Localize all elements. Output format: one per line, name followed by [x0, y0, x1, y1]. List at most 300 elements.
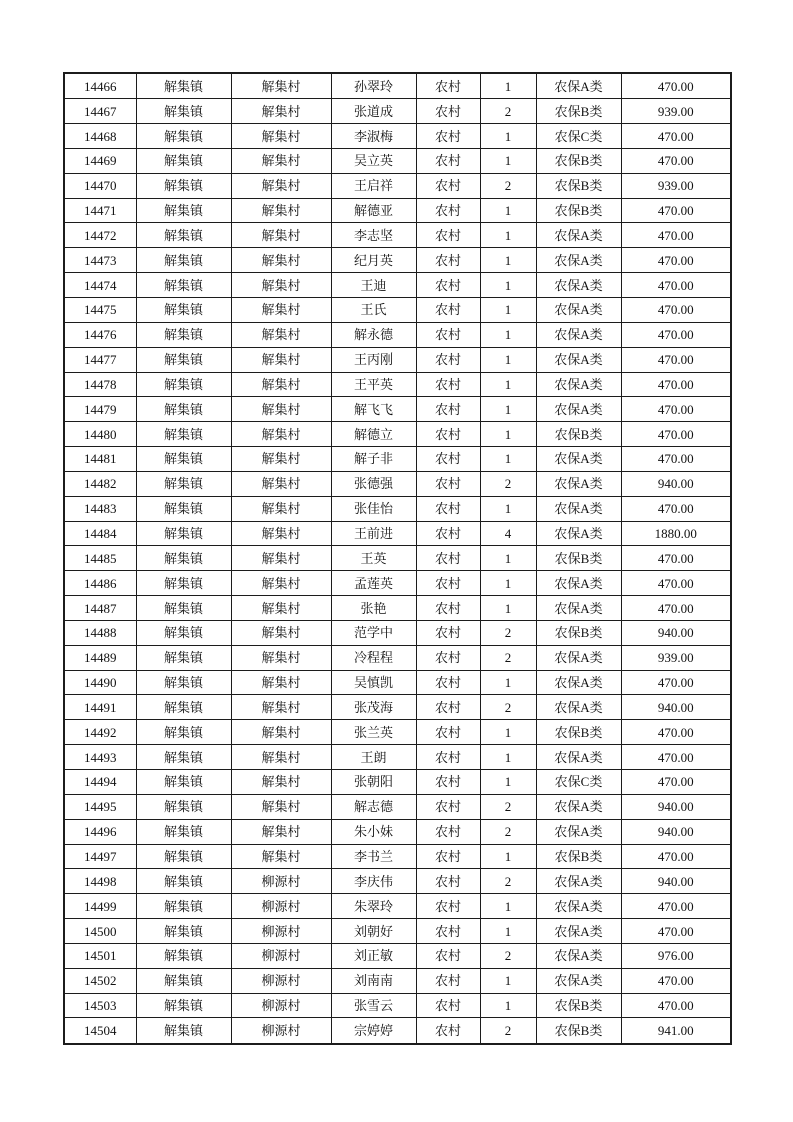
- cell-person-name: 张艳: [331, 596, 416, 621]
- cell-serial-number: 14502: [64, 968, 136, 993]
- cell-insurance-category: 农保A类: [536, 297, 621, 322]
- table-row: [64, 620, 731, 645]
- cell-household-type: 农村: [416, 198, 480, 223]
- cell-insurance-category: 农保A类: [536, 869, 621, 894]
- cell-household-type: 农村: [416, 372, 480, 397]
- cell-amount: 470.00: [621, 148, 731, 173]
- cell-town: 解集镇: [136, 471, 231, 496]
- cell-person-count: 2: [480, 99, 536, 124]
- cell-household-type: 农村: [416, 1018, 480, 1044]
- cell-insurance-category: 农保A类: [536, 596, 621, 621]
- cell-amount: 470.00: [621, 670, 731, 695]
- cell-insurance-category: 农保B类: [536, 844, 621, 869]
- cell-household-type: 农村: [416, 273, 480, 298]
- table-row: [64, 148, 731, 173]
- cell-person-name: 张朝阳: [331, 770, 416, 795]
- cell-person-name: 解子非: [331, 447, 416, 472]
- cell-town: 解集镇: [136, 273, 231, 298]
- cell-town: 解集镇: [136, 943, 231, 968]
- cell-person-name: 张佳怡: [331, 496, 416, 521]
- cell-insurance-category: 农保C类: [536, 770, 621, 795]
- table-row: [64, 496, 731, 521]
- cell-person-count: 2: [480, 620, 536, 645]
- cell-town: 解集镇: [136, 173, 231, 198]
- cell-insurance-category: 农保A类: [536, 571, 621, 596]
- cell-town: 解集镇: [136, 496, 231, 521]
- cell-town: 解集镇: [136, 447, 231, 472]
- cell-village: 柳源村: [231, 919, 331, 944]
- cell-amount: 940.00: [621, 695, 731, 720]
- cell-serial-number: 14500: [64, 919, 136, 944]
- cell-person-count: 1: [480, 919, 536, 944]
- table-row: [64, 968, 731, 993]
- cell-household-type: 农村: [416, 819, 480, 844]
- cell-serial-number: 14483: [64, 496, 136, 521]
- cell-household-type: 农村: [416, 73, 480, 99]
- cell-insurance-category: 农保A类: [536, 894, 621, 919]
- cell-amount: 940.00: [621, 819, 731, 844]
- cell-person-name: 王氏: [331, 297, 416, 322]
- cell-person-name: 解永德: [331, 322, 416, 347]
- cell-person-name: 朱小妹: [331, 819, 416, 844]
- cell-village: 解集村: [231, 471, 331, 496]
- cell-village: 解集村: [231, 720, 331, 745]
- cell-town: 解集镇: [136, 347, 231, 372]
- cell-amount: 470.00: [621, 919, 731, 944]
- cell-town: 解集镇: [136, 670, 231, 695]
- cell-serial-number: 14488: [64, 620, 136, 645]
- cell-insurance-category: 农保B类: [536, 148, 621, 173]
- cell-serial-number: 14503: [64, 993, 136, 1018]
- cell-person-count: 1: [480, 844, 536, 869]
- cell-person-count: 2: [480, 819, 536, 844]
- cell-person-count: 1: [480, 546, 536, 571]
- cell-village: 解集村: [231, 770, 331, 795]
- cell-household-type: 农村: [416, 844, 480, 869]
- cell-person-name: 孙翠玲: [331, 73, 416, 99]
- cell-amount: 470.00: [621, 844, 731, 869]
- cell-serial-number: 14471: [64, 198, 136, 223]
- table-row: [64, 223, 731, 248]
- cell-village: 柳源村: [231, 869, 331, 894]
- cell-village: 解集村: [231, 372, 331, 397]
- cell-town: 解集镇: [136, 620, 231, 645]
- cell-amount: 470.00: [621, 322, 731, 347]
- cell-serial-number: 14481: [64, 447, 136, 472]
- cell-insurance-category: 农保A类: [536, 397, 621, 422]
- cell-town: 解集镇: [136, 223, 231, 248]
- table-row: [64, 770, 731, 795]
- cell-serial-number: 14496: [64, 819, 136, 844]
- cell-household-type: 农村: [416, 670, 480, 695]
- cell-household-type: 农村: [416, 943, 480, 968]
- cell-insurance-category: 农保A类: [536, 794, 621, 819]
- cell-household-type: 农村: [416, 993, 480, 1018]
- cell-household-type: 农村: [416, 496, 480, 521]
- cell-insurance-category: 农保A类: [536, 322, 621, 347]
- table-row: [64, 248, 731, 273]
- cell-town: 解集镇: [136, 124, 231, 149]
- cell-town: 解集镇: [136, 894, 231, 919]
- cell-insurance-category: 农保A类: [536, 645, 621, 670]
- cell-insurance-category: 农保A类: [536, 819, 621, 844]
- cell-serial-number: 14466: [64, 73, 136, 99]
- cell-town: 解集镇: [136, 869, 231, 894]
- cell-person-name: 解志德: [331, 794, 416, 819]
- cell-town: 解集镇: [136, 571, 231, 596]
- cell-serial-number: 14478: [64, 372, 136, 397]
- cell-person-count: 1: [480, 124, 536, 149]
- cell-person-count: 1: [480, 198, 536, 223]
- cell-insurance-category: 农保B类: [536, 720, 621, 745]
- table-row: [64, 645, 731, 670]
- cell-person-count: 2: [480, 471, 536, 496]
- cell-person-count: 4: [480, 521, 536, 546]
- cell-town: 解集镇: [136, 198, 231, 223]
- cell-household-type: 农村: [416, 720, 480, 745]
- cell-serial-number: 14499: [64, 894, 136, 919]
- cell-person-count: 1: [480, 397, 536, 422]
- cell-person-count: 2: [480, 1018, 536, 1044]
- cell-village: 解集村: [231, 596, 331, 621]
- cell-town: 解集镇: [136, 720, 231, 745]
- cell-serial-number: 14474: [64, 273, 136, 298]
- cell-insurance-category: 农保A类: [536, 496, 621, 521]
- cell-serial-number: 14467: [64, 99, 136, 124]
- cell-serial-number: 14485: [64, 546, 136, 571]
- cell-serial-number: 14504: [64, 1018, 136, 1044]
- cell-village: 解集村: [231, 397, 331, 422]
- cell-household-type: 农村: [416, 347, 480, 372]
- cell-village: 解集村: [231, 422, 331, 447]
- cell-insurance-category: 农保A类: [536, 745, 621, 770]
- cell-person-count: 1: [480, 720, 536, 745]
- cell-village: 解集村: [231, 620, 331, 645]
- cell-household-type: 农村: [416, 745, 480, 770]
- cell-village: 柳源村: [231, 894, 331, 919]
- cell-serial-number: 14477: [64, 347, 136, 372]
- cell-person-count: 1: [480, 894, 536, 919]
- table-row: [64, 347, 731, 372]
- cell-serial-number: 14492: [64, 720, 136, 745]
- cell-person-count: 1: [480, 148, 536, 173]
- cell-town: 解集镇: [136, 596, 231, 621]
- cell-household-type: 农村: [416, 124, 480, 149]
- cell-serial-number: 14468: [64, 124, 136, 149]
- cell-serial-number: 14486: [64, 571, 136, 596]
- cell-household-type: 农村: [416, 99, 480, 124]
- table-row: [64, 173, 731, 198]
- cell-household-type: 农村: [416, 968, 480, 993]
- cell-person-name: 张雪云: [331, 993, 416, 1018]
- cell-amount: 470.00: [621, 447, 731, 472]
- cell-person-name: 冷程程: [331, 645, 416, 670]
- cell-town: 解集镇: [136, 919, 231, 944]
- cell-person-name: 张兰英: [331, 720, 416, 745]
- cell-amount: 470.00: [621, 993, 731, 1018]
- cell-amount: 470.00: [621, 347, 731, 372]
- cell-person-name: 王前进: [331, 521, 416, 546]
- cell-amount: 470.00: [621, 596, 731, 621]
- table-row: [64, 943, 731, 968]
- table-row: [64, 894, 731, 919]
- cell-person-name: 张道成: [331, 99, 416, 124]
- cell-village: 解集村: [231, 447, 331, 472]
- cell-amount: 939.00: [621, 645, 731, 670]
- cell-serial-number: 14489: [64, 645, 136, 670]
- cell-amount: 1880.00: [621, 521, 731, 546]
- table-row: [64, 322, 731, 347]
- cell-household-type: 农村: [416, 695, 480, 720]
- cell-amount: 470.00: [621, 273, 731, 298]
- cell-person-count: 1: [480, 496, 536, 521]
- cell-person-name: 刘朝好: [331, 919, 416, 944]
- cell-town: 解集镇: [136, 645, 231, 670]
- cell-village: 解集村: [231, 124, 331, 149]
- cell-household-type: 农村: [416, 397, 480, 422]
- table-row: [64, 993, 731, 1018]
- cell-town: 解集镇: [136, 322, 231, 347]
- cell-insurance-category: 农保B类: [536, 173, 621, 198]
- cell-person-count: 1: [480, 322, 536, 347]
- cell-village: 解集村: [231, 223, 331, 248]
- cell-insurance-category: 农保A类: [536, 447, 621, 472]
- cell-person-count: 1: [480, 670, 536, 695]
- cell-person-name: 解德亚: [331, 198, 416, 223]
- cell-person-name: 王平英: [331, 372, 416, 397]
- table-row: [64, 720, 731, 745]
- cell-serial-number: 14469: [64, 148, 136, 173]
- cell-person-count: 1: [480, 993, 536, 1018]
- cell-household-type: 农村: [416, 471, 480, 496]
- cell-person-count: 1: [480, 248, 536, 273]
- cell-insurance-category: 农保A类: [536, 695, 621, 720]
- cell-insurance-category: 农保A类: [536, 521, 621, 546]
- cell-town: 解集镇: [136, 1018, 231, 1044]
- cell-insurance-category: 农保B类: [536, 1018, 621, 1044]
- cell-town: 解集镇: [136, 521, 231, 546]
- table-row: [64, 273, 731, 298]
- cell-household-type: 农村: [416, 645, 480, 670]
- cell-person-count: 2: [480, 943, 536, 968]
- cell-person-count: 1: [480, 968, 536, 993]
- cell-amount: 470.00: [621, 745, 731, 770]
- cell-village: 解集村: [231, 844, 331, 869]
- cell-village: 解集村: [231, 571, 331, 596]
- cell-serial-number: 14498: [64, 869, 136, 894]
- cell-person-count: 1: [480, 422, 536, 447]
- cell-person-name: 宗婷婷: [331, 1018, 416, 1044]
- table-row: [64, 745, 731, 770]
- table-row: [64, 695, 731, 720]
- cell-person-name: 刘南南: [331, 968, 416, 993]
- table-row: [64, 124, 731, 149]
- records-tbody: [64, 73, 731, 1044]
- cell-town: 解集镇: [136, 397, 231, 422]
- cell-village: 解集村: [231, 347, 331, 372]
- cell-village: 解集村: [231, 198, 331, 223]
- cell-person-name: 李志坚: [331, 223, 416, 248]
- cell-amount: 470.00: [621, 770, 731, 795]
- cell-insurance-category: 农保C类: [536, 124, 621, 149]
- cell-person-count: 2: [480, 173, 536, 198]
- cell-person-name: 孟莲英: [331, 571, 416, 596]
- cell-village: 解集村: [231, 670, 331, 695]
- cell-amount: 470.00: [621, 968, 731, 993]
- cell-person-name: 张德强: [331, 471, 416, 496]
- cell-village: 解集村: [231, 794, 331, 819]
- cell-serial-number: 14494: [64, 770, 136, 795]
- cell-serial-number: 14484: [64, 521, 136, 546]
- cell-person-name: 王英: [331, 546, 416, 571]
- cell-insurance-category: 农保A类: [536, 223, 621, 248]
- cell-insurance-category: 农保A类: [536, 471, 621, 496]
- cell-serial-number: 14495: [64, 794, 136, 819]
- cell-serial-number: 14479: [64, 397, 136, 422]
- cell-person-name: 王朗: [331, 745, 416, 770]
- cell-person-name: 王启祥: [331, 173, 416, 198]
- records-table: [63, 72, 732, 1045]
- cell-insurance-category: 农保B类: [536, 99, 621, 124]
- table-row: [64, 372, 731, 397]
- cell-person-count: 1: [480, 347, 536, 372]
- cell-amount: 470.00: [621, 720, 731, 745]
- cell-serial-number: 14476: [64, 322, 136, 347]
- table-row: [64, 571, 731, 596]
- cell-amount: 470.00: [621, 223, 731, 248]
- cell-amount: 470.00: [621, 124, 731, 149]
- cell-person-name: 吴慎凯: [331, 670, 416, 695]
- cell-village: 解集村: [231, 496, 331, 521]
- table-row: [64, 1018, 731, 1044]
- cell-town: 解集镇: [136, 73, 231, 99]
- cell-person-count: 1: [480, 447, 536, 472]
- cell-town: 解集镇: [136, 993, 231, 1018]
- table-row: [64, 397, 731, 422]
- cell-person-count: 2: [480, 645, 536, 670]
- cell-insurance-category: 农保A类: [536, 273, 621, 298]
- cell-person-name: 李淑梅: [331, 124, 416, 149]
- cell-village: 柳源村: [231, 993, 331, 1018]
- cell-person-name: 李庆伟: [331, 869, 416, 894]
- cell-amount: 976.00: [621, 943, 731, 968]
- table-row: [64, 447, 731, 472]
- cell-town: 解集镇: [136, 546, 231, 571]
- cell-household-type: 农村: [416, 620, 480, 645]
- cell-person-name: 解德立: [331, 422, 416, 447]
- cell-serial-number: 14491: [64, 695, 136, 720]
- cell-village: 解集村: [231, 645, 331, 670]
- cell-village: 柳源村: [231, 943, 331, 968]
- cell-town: 解集镇: [136, 844, 231, 869]
- table-row: [64, 198, 731, 223]
- cell-insurance-category: 农保B类: [536, 546, 621, 571]
- cell-village: 解集村: [231, 173, 331, 198]
- cell-amount: 940.00: [621, 869, 731, 894]
- cell-person-count: 1: [480, 571, 536, 596]
- cell-person-name: 刘正敏: [331, 943, 416, 968]
- cell-village: 解集村: [231, 521, 331, 546]
- cell-household-type: 农村: [416, 223, 480, 248]
- cell-town: 解集镇: [136, 422, 231, 447]
- cell-household-type: 农村: [416, 422, 480, 447]
- cell-serial-number: 14487: [64, 596, 136, 621]
- cell-village: 解集村: [231, 819, 331, 844]
- table-row: [64, 99, 731, 124]
- cell-amount: 470.00: [621, 422, 731, 447]
- cell-person-name: 纪月英: [331, 248, 416, 273]
- cell-amount: 939.00: [621, 99, 731, 124]
- cell-person-name: 吴立英: [331, 148, 416, 173]
- cell-serial-number: 14480: [64, 422, 136, 447]
- cell-household-type: 农村: [416, 770, 480, 795]
- cell-village: 解集村: [231, 297, 331, 322]
- cell-person-name: 李书兰: [331, 844, 416, 869]
- cell-person-count: 1: [480, 596, 536, 621]
- cell-serial-number: 14497: [64, 844, 136, 869]
- cell-insurance-category: 农保A类: [536, 670, 621, 695]
- cell-town: 解集镇: [136, 819, 231, 844]
- cell-village: 柳源村: [231, 968, 331, 993]
- cell-amount: 470.00: [621, 372, 731, 397]
- cell-amount: 940.00: [621, 620, 731, 645]
- cell-insurance-category: 农保B类: [536, 422, 621, 447]
- cell-person-count: 1: [480, 297, 536, 322]
- cell-village: 解集村: [231, 99, 331, 124]
- cell-amount: 470.00: [621, 571, 731, 596]
- cell-person-count: 1: [480, 273, 536, 298]
- cell-insurance-category: 农保A类: [536, 919, 621, 944]
- cell-town: 解集镇: [136, 297, 231, 322]
- cell-serial-number: 14501: [64, 943, 136, 968]
- cell-amount: 940.00: [621, 471, 731, 496]
- cell-village: 解集村: [231, 322, 331, 347]
- table-row: [64, 794, 731, 819]
- cell-village: 解集村: [231, 745, 331, 770]
- cell-village: 解集村: [231, 73, 331, 99]
- cell-town: 解集镇: [136, 770, 231, 795]
- cell-town: 解集镇: [136, 745, 231, 770]
- cell-town: 解集镇: [136, 248, 231, 273]
- cell-amount: 940.00: [621, 794, 731, 819]
- cell-household-type: 农村: [416, 173, 480, 198]
- cell-town: 解集镇: [136, 148, 231, 173]
- cell-village: 解集村: [231, 248, 331, 273]
- cell-insurance-category: 农保B类: [536, 993, 621, 1018]
- cell-insurance-category: 农保A类: [536, 347, 621, 372]
- cell-insurance-category: 农保A类: [536, 968, 621, 993]
- table-row: [64, 73, 731, 99]
- cell-household-type: 农村: [416, 322, 480, 347]
- cell-village: 解集村: [231, 546, 331, 571]
- cell-person-name: 范学中: [331, 620, 416, 645]
- cell-person-name: 王迪: [331, 273, 416, 298]
- cell-amount: 470.00: [621, 397, 731, 422]
- cell-person-name: 王丙刚: [331, 347, 416, 372]
- cell-household-type: 农村: [416, 297, 480, 322]
- table-row: [64, 422, 731, 447]
- cell-household-type: 农村: [416, 546, 480, 571]
- cell-household-type: 农村: [416, 894, 480, 919]
- cell-person-count: 1: [480, 770, 536, 795]
- cell-household-type: 农村: [416, 521, 480, 546]
- cell-person-name: 张茂海: [331, 695, 416, 720]
- cell-town: 解集镇: [136, 968, 231, 993]
- cell-person-count: 1: [480, 73, 536, 99]
- table-row: [64, 844, 731, 869]
- cell-serial-number: 14475: [64, 297, 136, 322]
- cell-amount: 470.00: [621, 894, 731, 919]
